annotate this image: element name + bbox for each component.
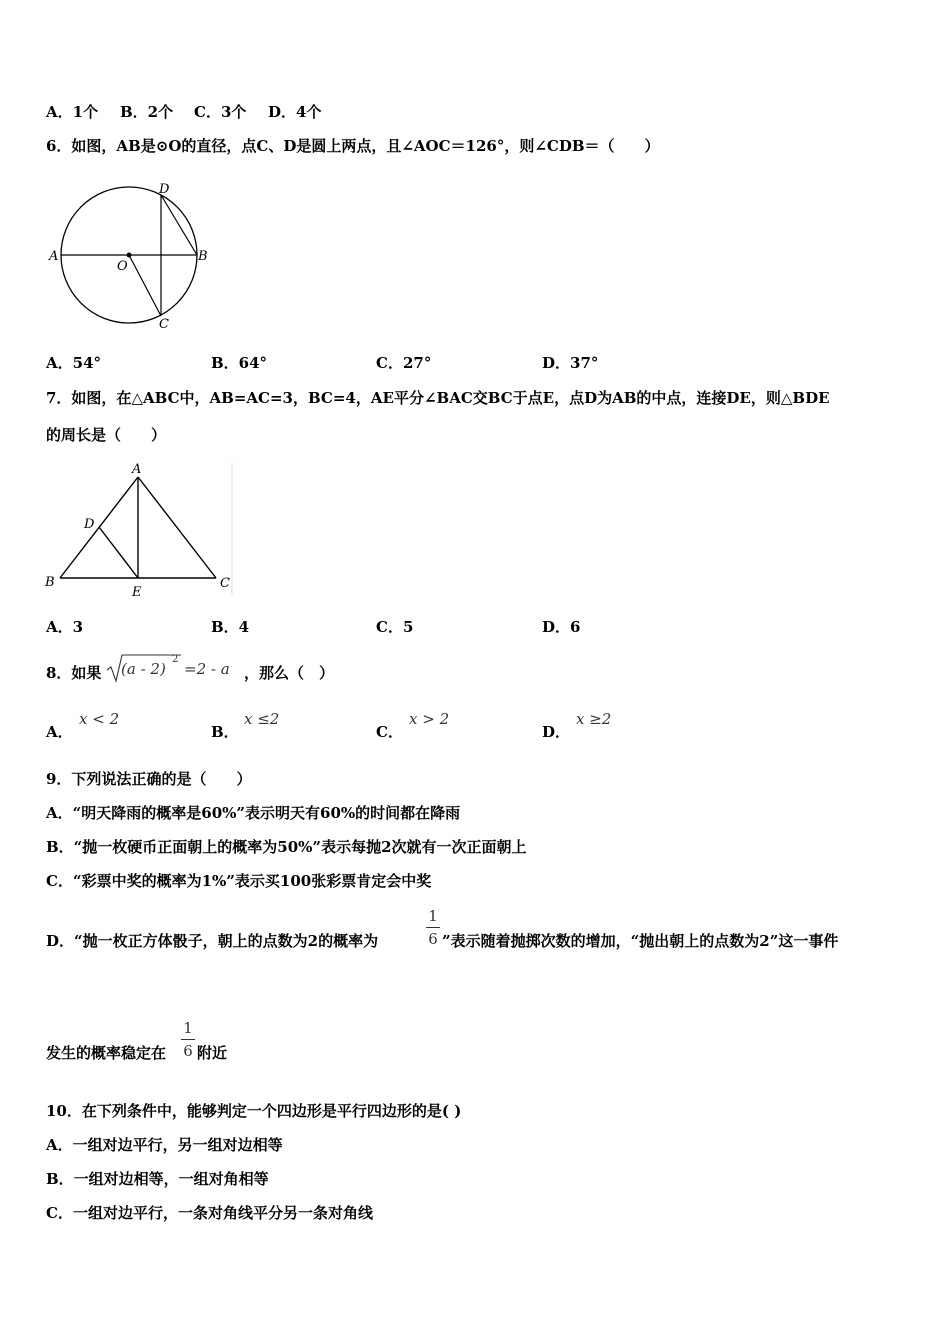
q9-fraction-one-sixth-2 [181, 1019, 195, 1060]
q6-option-d: D．37° [542, 354, 599, 372]
label-a: A [132, 462, 142, 477]
q8-option-b-expr: x ≤2 [244, 710, 280, 728]
q8-question-suffix: ，那么（ ） [244, 664, 335, 682]
label-c: C [159, 317, 169, 332]
label-d: D [84, 517, 95, 532]
q8-radicand: (a - 2) [121, 660, 166, 678]
q10-option-c: C．一组对边平行，一条对角线平分另一条对角线 [46, 1204, 373, 1222]
q6-circle-figure [44, 178, 224, 333]
segment-de [99, 527, 138, 578]
q8-option-c-expr: x > 2 [409, 710, 450, 728]
q8-option-d-letter: D． [542, 723, 571, 741]
q9-option-b: B．“抛一枚硬币正面朝上的概率为50%”表示每抛2次就有一次正面朝上 [46, 838, 527, 856]
q5-option-d: D．4个 [268, 103, 322, 121]
fraction-numerator: 1 [183, 1019, 193, 1037]
q7-option-b: B．4 [211, 618, 250, 636]
q9-option-a: A．“明天降雨的概率是60%”表示明天有60%的时间都在降雨 [46, 804, 461, 822]
q6-option-a: A．54° [46, 354, 102, 372]
q9-option-d-line2-part2: 附近 [197, 1044, 228, 1062]
label-b: B [198, 249, 208, 264]
side-ac [138, 477, 216, 578]
q8-exponent: 2 [172, 654, 179, 665]
q6-option-b: B．64° [211, 354, 268, 372]
q8-option-a-expr: x < 2 [79, 710, 120, 728]
center-point [127, 253, 132, 258]
q10-option-a: A．一组对边平行，另一组对边相等 [46, 1136, 283, 1154]
label-o: O [117, 259, 128, 274]
radius-oc [129, 255, 161, 316]
label-c: C [220, 576, 230, 591]
q7-option-c: C．5 [376, 618, 414, 636]
q6-option-c: C．27° [376, 354, 432, 372]
q6-question-text: 6．如图，AB是⊙O的直径，点C、D是圆上两点，且∠AOC＝126°，则∠CDB＝（ ） [46, 137, 660, 155]
q7-option-a: A．3 [46, 618, 84, 636]
q8-rhs: =2 - a [184, 660, 230, 678]
q7-triangle-figure [42, 460, 237, 600]
q5-option-b: B．2个 [120, 103, 174, 121]
q5-option-c: C．3个 [194, 103, 247, 121]
q8-option-a-letter: A． [46, 723, 73, 741]
label-d: D [159, 182, 170, 197]
q8-question-prefix: 8．如果 [46, 664, 102, 682]
q9-option-d-part2: ”表示随着抛掷次数的增加，“抛出朝上的点数为2”这一事件 [442, 932, 839, 950]
q10-option-b: B．一组对边相等，一组对角相等 [46, 1170, 269, 1188]
q8-option-d-expr: x ≥2 [576, 710, 612, 728]
q8-option-c-letter: C． [376, 723, 403, 741]
fraction-numerator: 1 [428, 907, 438, 925]
q9-question-text: 9．下列说法正确的是（ ） [46, 770, 252, 788]
q5-option-a: A．1个 [46, 103, 99, 121]
q7-question-line1: 7．如图，在△ABC中，AB=AC=3，BC=4，AE平分∠BAC交BC于点E，点D为AB的中点，连接DE，则△BDE [46, 389, 830, 407]
q8-option-b-letter: B． [211, 723, 239, 741]
q9-option-d-line2-part1: 发生的概率稳定在 [46, 1044, 167, 1062]
label-a: A [49, 249, 59, 264]
label-e: E [132, 585, 142, 600]
q9-fraction-one-sixth [426, 907, 440, 948]
q7-question-line2: 的周长是（ ） [46, 426, 167, 444]
q9-option-d-part1: D．“抛一枚正方体骰子，朝上的点数为2的概率为 [46, 932, 379, 950]
q10-question-text: 10．在下列条件中，能够判定一个四边形是平行四边形的是( ) [46, 1102, 462, 1120]
chord-db [161, 195, 197, 255]
fraction-denominator: 6 [183, 1042, 193, 1060]
label-b: B [45, 575, 55, 590]
q9-option-c: C．“彩票中奖的概率为1%”表示买100张彩票肯定会中奖 [46, 872, 432, 890]
q7-option-d: D．6 [542, 618, 581, 636]
fraction-denominator: 6 [428, 930, 438, 948]
